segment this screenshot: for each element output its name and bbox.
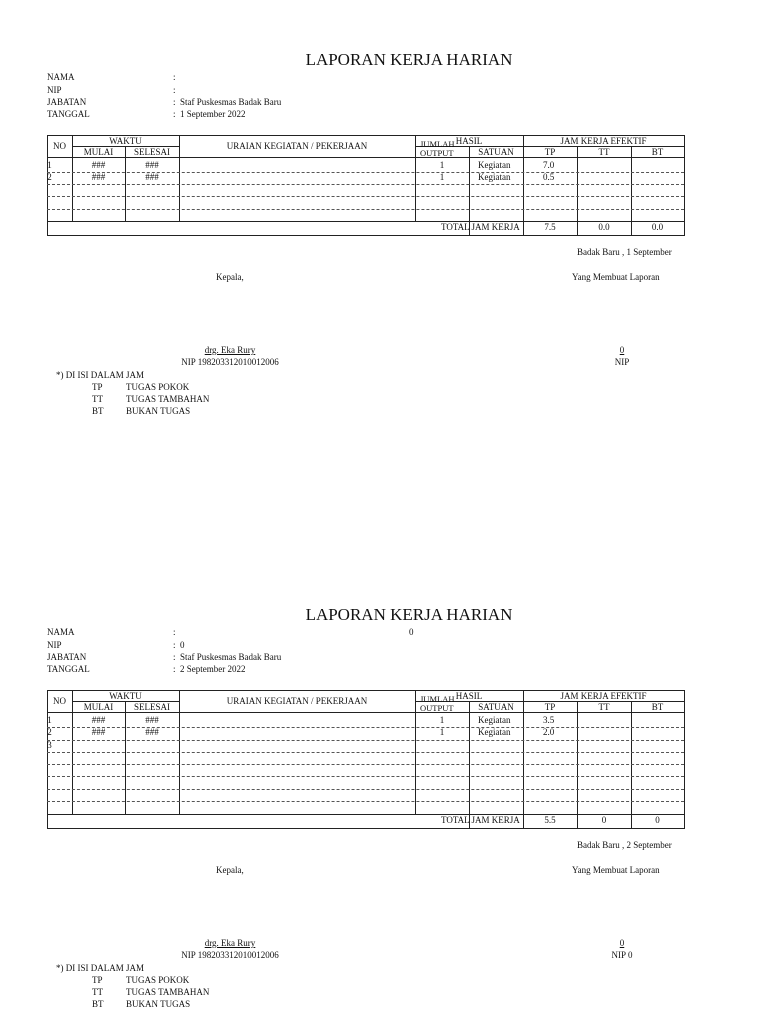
cell-satuan: Kegiatan <box>478 715 511 725</box>
row-separator <box>47 740 684 741</box>
legend-code: BT <box>92 999 104 1009</box>
header-tt: TT <box>598 702 610 712</box>
cell-tp: 3.5 <box>543 715 555 725</box>
pembuat-nip: NIP 0 <box>611 950 633 960</box>
cell-no: 3 <box>47 740 52 750</box>
legend-code: TT <box>92 987 103 997</box>
info-colon: : <box>173 640 176 650</box>
row-separator <box>47 184 684 185</box>
info-colon: : <box>173 627 176 637</box>
row-separator <box>47 776 684 777</box>
note-title: *) DI ISI DALAM JAM <box>56 963 144 973</box>
legend-desc: BUKAN TUGAS <box>126 406 191 416</box>
table-gridline <box>47 712 684 713</box>
cell-satuan: Kegiatan <box>478 172 511 182</box>
legend-code: TP <box>92 382 103 392</box>
info-value: Staf Puskesmas Badak Baru <box>180 97 282 107</box>
cell-jumlah: 1 <box>439 715 445 725</box>
cell-selesai: ### <box>145 727 159 737</box>
info-label: NIP <box>47 640 62 650</box>
cell-mulai: ### <box>91 727 106 737</box>
info-label: NAMA <box>47 627 75 637</box>
cell-satuan: Kegiatan <box>478 160 511 170</box>
header-satuan: SATUAN <box>478 147 514 157</box>
header-selesai: SELESAI <box>134 147 170 157</box>
total-bt: 0 <box>655 815 660 825</box>
row-separator <box>47 172 684 173</box>
pembuat-name: 0 <box>619 345 625 355</box>
cell-jumlah: 1 <box>439 727 445 737</box>
header-hasil: HASIL <box>455 136 483 146</box>
kepala-label: Kepala, <box>216 865 244 875</box>
info-label: JABATAN <box>47 652 87 662</box>
header-bt: BT <box>651 147 664 157</box>
row-separator <box>47 789 684 790</box>
row-separator <box>47 801 684 802</box>
pembuat-label: Yang Membuat Laporan <box>572 865 660 875</box>
legend-desc: TUGAS POKOK <box>126 382 190 392</box>
info-colon: : <box>173 109 176 119</box>
table-gridline <box>47 157 684 158</box>
table-border <box>47 235 685 236</box>
info-colon: : <box>173 97 176 107</box>
report-title: LAPORAN KERJA HARIAN <box>305 50 513 69</box>
header-bt: BT <box>651 702 664 712</box>
kepala-nip: NIP 198203312010012006 <box>181 357 279 367</box>
info-value: 1 September 2022 <box>180 109 246 119</box>
header-no: NO <box>53 141 66 151</box>
info-label: NIP <box>47 85 62 95</box>
cell-mulai: ### <box>91 715 106 725</box>
header-tp: TP <box>544 147 556 157</box>
table-gridline <box>523 690 524 828</box>
header-satuan: SATUAN <box>478 702 514 712</box>
total-tt: 0.0 <box>598 222 610 232</box>
cell-jumlah: 1 <box>439 160 445 170</box>
cell-tp: 0.5 <box>543 172 555 182</box>
name-value: 0 <box>409 627 414 637</box>
header-no: NO <box>53 696 66 706</box>
header-jumlah-output: JUMLAH OUTPUT <box>420 139 455 158</box>
legend-code: TP <box>92 975 103 985</box>
info-value: 2 September 2022 <box>180 664 246 674</box>
info-label: TANGGAL <box>47 664 90 674</box>
total-tp: 5.5 <box>544 815 556 825</box>
cell-tp: 7.0 <box>543 160 555 170</box>
pembuat-name: 0 <box>619 938 625 948</box>
cell-no: 2 <box>47 172 52 182</box>
total-label: TOTAL JAM KERJA <box>441 222 520 232</box>
info-colon: : <box>173 664 176 674</box>
table-gridline <box>125 701 126 814</box>
table-border <box>47 690 48 829</box>
cell-selesai: ### <box>145 715 159 725</box>
info-colon: : <box>173 652 176 662</box>
table-body-bottom <box>47 814 684 815</box>
header-jam-kerja: JAM KERJA EFEKTIF <box>560 136 647 146</box>
legend-desc: BUKAN TUGAS <box>126 999 191 1009</box>
cell-satuan: Kegiatan <box>478 727 511 737</box>
header-hasil: HASIL <box>455 691 483 701</box>
header-selesai: SELESAI <box>134 702 170 712</box>
header-waktu: WAKTU <box>109 136 142 146</box>
kepala-label: Kepala, <box>216 272 244 282</box>
cell-jumlah: 1 <box>439 172 445 182</box>
cell-no: 1 <box>47 715 52 725</box>
cell-mulai: ### <box>91 172 106 182</box>
note-title: *) DI ISI DALAM JAM <box>56 370 144 380</box>
table-border <box>684 690 685 829</box>
legend-code: BT <box>92 406 104 416</box>
header-jam-kerja: JAM KERJA EFEKTIF <box>560 691 647 701</box>
table-body-bottom <box>47 221 684 222</box>
header-tt: TT <box>598 147 610 157</box>
kepala-name: drg. Eka Rury <box>204 938 256 948</box>
header-mulai: MULAI <box>83 147 114 157</box>
total-tt: 0 <box>601 815 607 825</box>
info-value: 0 <box>180 640 185 650</box>
cell-no: 1 <box>47 160 52 170</box>
report-title: LAPORAN KERJA HARIAN <box>305 605 513 624</box>
header-mulai: MULAI <box>83 702 114 712</box>
cell-selesai: ### <box>145 172 159 182</box>
cell-no: 2 <box>47 727 52 737</box>
info-colon: : <box>173 85 176 95</box>
cell-tp: 2.0 <box>543 727 555 737</box>
row-separator <box>47 727 684 728</box>
place-date: Badak Baru , 2 September <box>577 840 672 850</box>
info-label: NAMA <box>47 72 75 82</box>
legend-code: TT <box>92 394 103 404</box>
info-label: TANGGAL <box>47 109 90 119</box>
header-jumlah-output: JUMLAH OUTPUT <box>420 694 455 713</box>
legend-desc: TUGAS TAMBAHAN <box>126 987 210 997</box>
cell-mulai: ### <box>91 160 106 170</box>
row-separator <box>47 196 684 197</box>
legend-desc: TUGAS TAMBAHAN <box>126 394 210 404</box>
legend-desc: TUGAS POKOK <box>126 975 190 985</box>
row-separator <box>47 209 684 210</box>
row-separator <box>47 752 684 753</box>
row-separator <box>47 764 684 765</box>
info-label: JABATAN <box>47 97 87 107</box>
cell-selesai: ### <box>145 160 159 170</box>
total-bt: 0.0 <box>651 222 664 232</box>
info-value: Staf Puskesmas Badak Baru <box>180 652 282 662</box>
header-uraian: URAIAN KEGIATAN / PEKERJAAN <box>226 696 368 706</box>
header-waktu: WAKTU <box>109 691 142 701</box>
header-tp: TP <box>544 702 556 712</box>
pembuat-label: Yang Membuat Laporan <box>572 272 660 282</box>
table-border <box>684 135 685 236</box>
info-colon: : <box>173 72 176 82</box>
place-date: Badak Baru , 1 September <box>577 247 672 257</box>
kepala-name: drg. Eka Rury <box>204 345 256 355</box>
pembuat-nip: NIP <box>614 357 630 367</box>
total-tp: 7.5 <box>544 222 556 232</box>
table-gridline <box>523 135 524 235</box>
kepala-nip: NIP 198203312010012006 <box>181 950 279 960</box>
header-uraian: URAIAN KEGIATAN / PEKERJAAN <box>226 141 368 151</box>
total-label: TOTAL JAM KERJA <box>441 815 520 825</box>
table-border <box>47 828 685 829</box>
